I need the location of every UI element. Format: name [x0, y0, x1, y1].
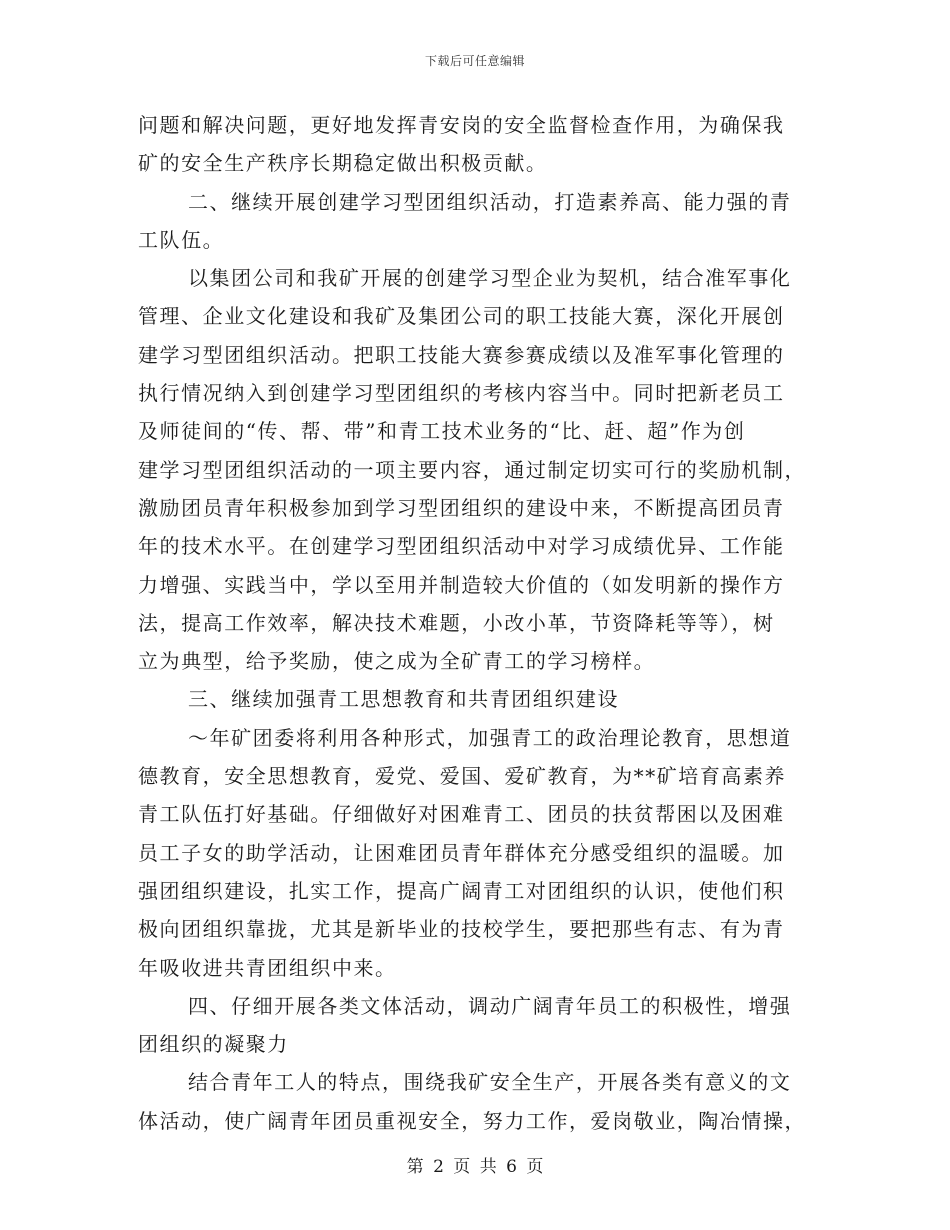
section-heading-continued: 团组织的凝聚力 [138, 1032, 289, 1057]
document-body [138, 106, 814, 1140]
paragraph-start: 结合青年工人的特点，围绕我矿安全生产，开展各类有意义的文 [188, 1070, 792, 1095]
text-line: 年吸收进共青团组织中来。 [138, 955, 397, 980]
paragraph-start: ～年矿团委将利用各种形式，加强青工的政治理论教育，思想道 [188, 725, 792, 750]
text-line: 立为典型，给予奖励，使之成为全矿青工的学习榜样。 [138, 649, 656, 674]
text-line: 问题和解决问题，更好地发挥青安岗的安全监督检查作用，为确保我 [138, 113, 785, 137]
text-line: 激励团员青年积极参加到学习型团组织的建设中来，不断提高团员青 [138, 495, 785, 520]
text-line: 建学习型团组织活动的一项主要内容，通过制定切实可行的奖励机制， [138, 457, 807, 482]
text-line: 矿的安全生产秩序长期稳定做出积极贡献。 [138, 151, 548, 176]
text-line: 及师徒间的“传、帮、带”和青工技术业务的“比、赶、超”作为创 [138, 419, 746, 444]
text-line: 管理、企业文化建设和我矿及集团公司的职工技能大赛，深化开展创 [138, 304, 785, 329]
text-line: 年的技术水平。在创建学习型团组织活动中对学习成绩优异、工作能 [138, 534, 785, 559]
text-line: 执行情况纳入到创建学习型团组织的考核内容当中。同时把新老员工 [138, 381, 785, 406]
page-number-footer: 第 2 页 共 6 页 [406, 1157, 544, 1177]
section-heading: 二、继续开展创建学习型团组织活动，打造素养高、能力强的青 [188, 189, 792, 214]
text-line: 建学习型团组织活动。把职工技能大赛参赛成绩以及准军事化管理的 [138, 342, 785, 367]
text-line: 强团组织建设，扎实工作，提高广阔青工对团组织的认识，使他们积 [138, 878, 785, 903]
section-heading: 三、继续加强青工思想教育和共青团组织建设 [188, 687, 619, 712]
text-line: 德教育，安全思想教育，爱党、爱国、爱矿教育，为**矿培育高素养 [138, 764, 787, 789]
text-line: 力增强、实践当中，学以至用并制造较大价值的（如发明新的操作方 [138, 572, 785, 597]
section-heading: 四、仔细开展各类文体活动，调动广阔青年员工的积极性，增强 [188, 993, 792, 1018]
text-line: 极向团组织靠拢，尤其是新毕业的技校学生，要把那些有志、有为青 [138, 917, 785, 942]
paragraph-start: 以集团公司和我矿开展的创建学习型企业为契机，结合准军事化 [188, 266, 792, 291]
section-heading-continued: 工队伍。 [138, 227, 225, 252]
page-header: 下载后可任意编辑 [424, 54, 525, 68]
text-line: 青工队伍打好基础。仔细做好对困难青工、团员的扶贫帮困以及困难 [138, 802, 785, 827]
text-line: 法，提高工作效率，解决技术难题，小改小革，节资降耗等等），树 [138, 610, 775, 635]
text-line: 员工子女的助学活动，让困难团员青年群体充分感受组织的温暖。加 [138, 840, 785, 865]
text-line: 体活动，使广阔青年团员重视安全，努力工作，爱岗敬业，陶冶情操， [138, 1108, 807, 1133]
